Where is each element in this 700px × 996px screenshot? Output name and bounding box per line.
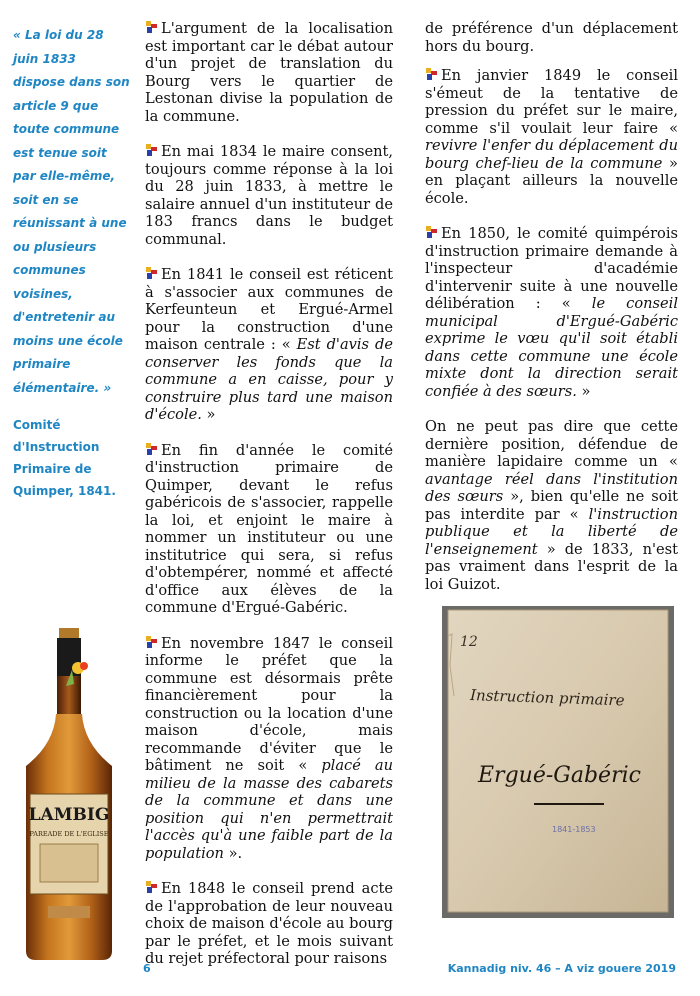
paragraph: En janvier 1849 le conseil s'émeut de la tentative de pression du préfet sur le maire, comme s'il voulait leur faire « revivre l'enfer du déplacement du bourg chef-lieu de la commune » en plaçant ailleurs la nouvelle école. (425, 67, 678, 207)
bullet-icon (145, 144, 160, 157)
bullet-icon (145, 21, 160, 34)
bullet-icon (145, 443, 160, 456)
paragraph: En 1848 le conseil prend acte de l'approbation de leur nouveau choix de maison d'école au bourg par le préfet, et le mois suivant du rejet préfectoral pour raisons (145, 880, 393, 967)
text-column-1 (145, 20, 393, 986)
document-heading: Instruction primaire (469, 686, 625, 710)
sidebar-quote: « La loi du 28 juin 1833 dispose dans son article 9 que toute commune est tenue soit par elle-même, soit en se réunissant à une ou plusieurs communes voisines, d'entretenir au moins une école primaire élémentaire. » (13, 28, 130, 395)
paragraph: On ne peut pas dire que cette dernière position, défendue de manière lapidaire comme un « avantage réel dans l'institution des sœurs », bien qu'elle ne soit pas interdite par « l'instruction publique et la liberté de l'enseignement » de 1833, n'est pas vraiment dans l'esprit de la loi Guizot. (425, 418, 679, 593)
bullet-icon (425, 68, 440, 81)
bullet-icon (145, 881, 160, 894)
text-column-2 (425, 20, 678, 611)
bullet-icon (425, 226, 440, 239)
paragraph: En 1841 le conseil est réticent à s'associer aux communes de Kerfeunteun et Ergué-Armel pour la construction d'une maison centrale : « Est d'avis de conserver les fonds que la commune a en caisse, pour y construire plus tard une maison d'école. » (145, 266, 393, 423)
paragraph: En fin d'année le comité d'instruction primaire de Quimper, devant le refus gabéricois de s'associer, rappelle la loi, et enjoint le maire à nommer un instituteur ou une institutrice qui sera, si refus d'obtempérer, nommé et affecté d'office aux élèves de la commune d'Ergué-Gabéric. (145, 441, 393, 616)
paragraph: En mai 1834 le maire consent, toujours comme réponse à la loi du 28 juin 1833, à mettre le salaire annuel d'un instituteur de 183 francs dans le budget communal. (145, 143, 393, 248)
paragraph: L'argument de la localisation est important car le débat autour d'un projet de translation du Bourg vers le quartier de Lestonan divise la population de la commune. (145, 20, 393, 125)
document-number: 12 (460, 634, 478, 650)
publication-footer: Kannadig niv. 46 – A viz gouere 2019 (447, 962, 676, 975)
document-stamp: 1841-1853 (552, 825, 596, 834)
lambig-bottle-photo (10, 626, 128, 966)
archive-document-photo (442, 606, 674, 918)
bottle-label-subtext: PAREADE DE L'EGLISE (29, 830, 109, 838)
sidebar-quote-box (13, 24, 131, 502)
paragraph: En 1850, le comité quimpérois d'instruction primaire demande à l'inspecteur d'académie d'intervenir suite à une nouvelle délibération : « le conseil municipal d'Ergué-Gabéric exprime le vœu qu'il soit établi dans cette commune une école mixte dont la direction serait confiée à des sœurs. » (425, 225, 679, 400)
bullet-icon (145, 267, 160, 280)
document-place: Ergué-Gabéric (478, 763, 641, 788)
paragraph: de préférence d'un déplacement hors du bourg. (425, 20, 678, 55)
bullet-icon (145, 636, 160, 649)
paragraph: En novembre 1847 le conseil informe le préfet que la commune est désormais prête financièrement pour la construction ou la location d'une maison d'école, mais recommande d'éviter que le bâtiment ne soit « placé au milieu de la masse des cabarets de la commune et dans une position qui n'en permettrait l'accès qu'à une faible part de la population ». (145, 634, 394, 862)
sidebar-credit: Comité d'Instruction Primaire de Quimper, 1841. (13, 418, 116, 498)
page-number: 6 (143, 962, 151, 975)
bottle-label-text: LAMBIG (28, 805, 110, 825)
